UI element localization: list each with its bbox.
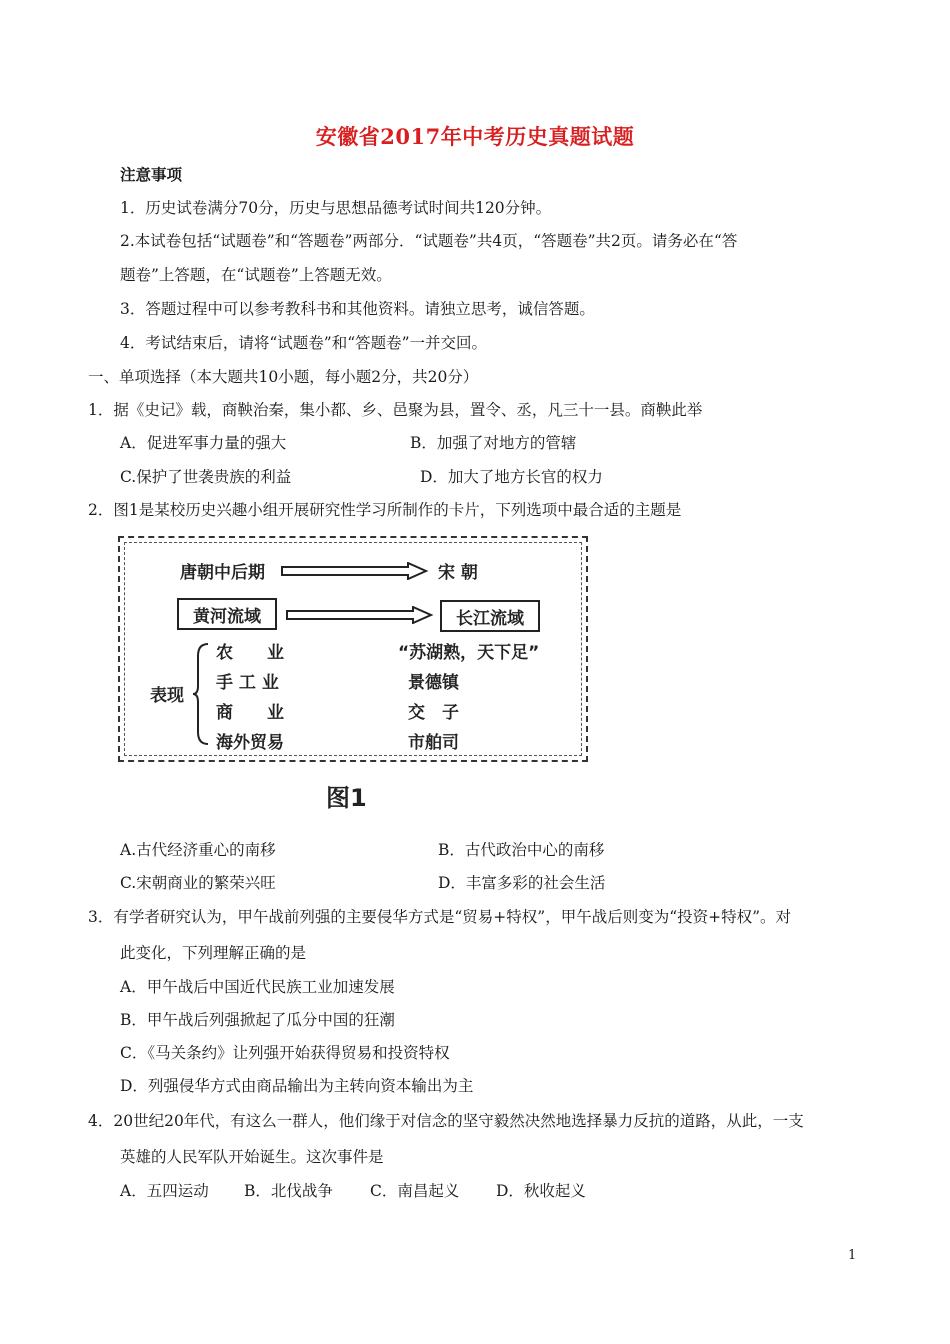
brace-icon: [192, 642, 212, 746]
figure-to-period: 宋 朝: [438, 563, 478, 583]
question-3-stem-cont: 此变化，下列理解正确的是: [120, 944, 307, 962]
question-3-stem: 3．有学者研究认为，甲午战前列强的主要侵华方式是“贸易+特权”，甲午战后则变为“投资+特权”。对: [88, 908, 792, 926]
question-1-option-c: C.保护了世袭贵族的利益: [120, 468, 292, 486]
question-2-option-b: B．古代政治中心的南移: [438, 841, 605, 859]
question-4-option-b: B．北伐战争: [244, 1182, 333, 1200]
figure-label: 表现: [150, 686, 184, 706]
figure-row-right: 市舶司: [408, 733, 459, 753]
figure-row-left: 农 业: [216, 643, 284, 663]
arrow-right-icon: [285, 606, 435, 624]
question-3-option-a: A．甲午战后中国近代民族工业加速发展: [120, 978, 395, 996]
figure-row-right: 交 子: [408, 703, 459, 723]
question-1-stem: 1．据《史记》载，商鞅治秦，集小都、乡、邑聚为县，置令、丞，凡三十一县。商鞅此举: [88, 401, 703, 419]
notice-heading: 注意事项: [120, 165, 183, 184]
question-2-option-c: C.宋朝商业的繁荣兴旺: [120, 874, 276, 892]
figure-from-region: 黄河流域: [177, 598, 277, 630]
question-3-option-c: C．《马关条约》让列强开始获得贸易和投资特权: [120, 1044, 450, 1062]
figure-row-left: 手 工 业: [216, 673, 279, 693]
question-4-option-c: C．南昌起义: [370, 1182, 460, 1200]
notice-item-4: 4．考试结束后，请将“试题卷”和“答题卷”一并交回。: [120, 334, 488, 352]
question-2-stem: 2．图1是某校历史兴趣小组开展研究性学习所制作的卡片，下列选项中最合适的主题是: [88, 501, 682, 519]
figure-to-region: 长江流域: [440, 600, 540, 632]
question-3-option-b: B．甲午战后列强掀起了瓜分中国的狂潮: [120, 1011, 395, 1029]
question-1-option-a: A．促进军事力量的强大: [120, 434, 287, 452]
figure-from-period: 唐朝中后期: [180, 563, 265, 583]
question-2-option-d: D．丰富多彩的社会生活: [438, 874, 606, 892]
question-2-option-a: A.古代经济重心的南移: [120, 841, 276, 859]
arrow-right-icon: [280, 562, 430, 580]
question-3-option-d: D．列强侵华方式由商品输出为主转向资本输出为主: [120, 1077, 474, 1095]
question-4-option-d: D．秋收起义: [496, 1182, 586, 1200]
notice-item-1: 1．历史试卷满分70分，历史与思想品德考试时间共120分钟。: [120, 199, 552, 217]
question-4-stem-cont: 英雄的人民军队开始诞生。这次事件是: [120, 1148, 384, 1166]
question-1-option-b: B．加强了对地方的管辖: [410, 434, 577, 452]
notice-item-2-cont: 题卷”上答题，在“试题卷”上答题无效。: [120, 266, 392, 284]
figure-card: [118, 536, 588, 762]
question-1-option-d: D．加大了地方长官的权力: [420, 468, 603, 486]
figure-row-right: 景德镇: [408, 673, 459, 693]
notice-item-3: 3．答题过程中可以参考教科书和其他资料。请独立思考，诚信答题。: [120, 300, 595, 318]
question-4-stem: 4．20世纪20年代，有这么一群人，他们缘于对信念的坚守毅然决然地选择暴力反抗的道路，从此，一支: [88, 1112, 804, 1130]
question-4-option-a: A．五四运动: [120, 1182, 209, 1200]
exam-title: 安徽省2017年中考历史真题试题: [315, 124, 635, 149]
notice-item-2: 2.本试卷包括“试题卷”和“答题卷”两部分．“试题卷”共4页，“答题卷”共2页。请务必在“答: [120, 232, 738, 250]
page-number: 1: [848, 1248, 857, 1263]
section-heading: 一、单项选择（本大题共10小题，每小题2分，共20分）: [88, 368, 479, 386]
figure-row-left: 海外贸易: [216, 733, 284, 753]
figure-row-right: “苏湖熟，天下足”: [398, 643, 540, 663]
figure-row-left: 商 业: [216, 703, 284, 723]
figure-caption: 图1: [326, 784, 367, 812]
